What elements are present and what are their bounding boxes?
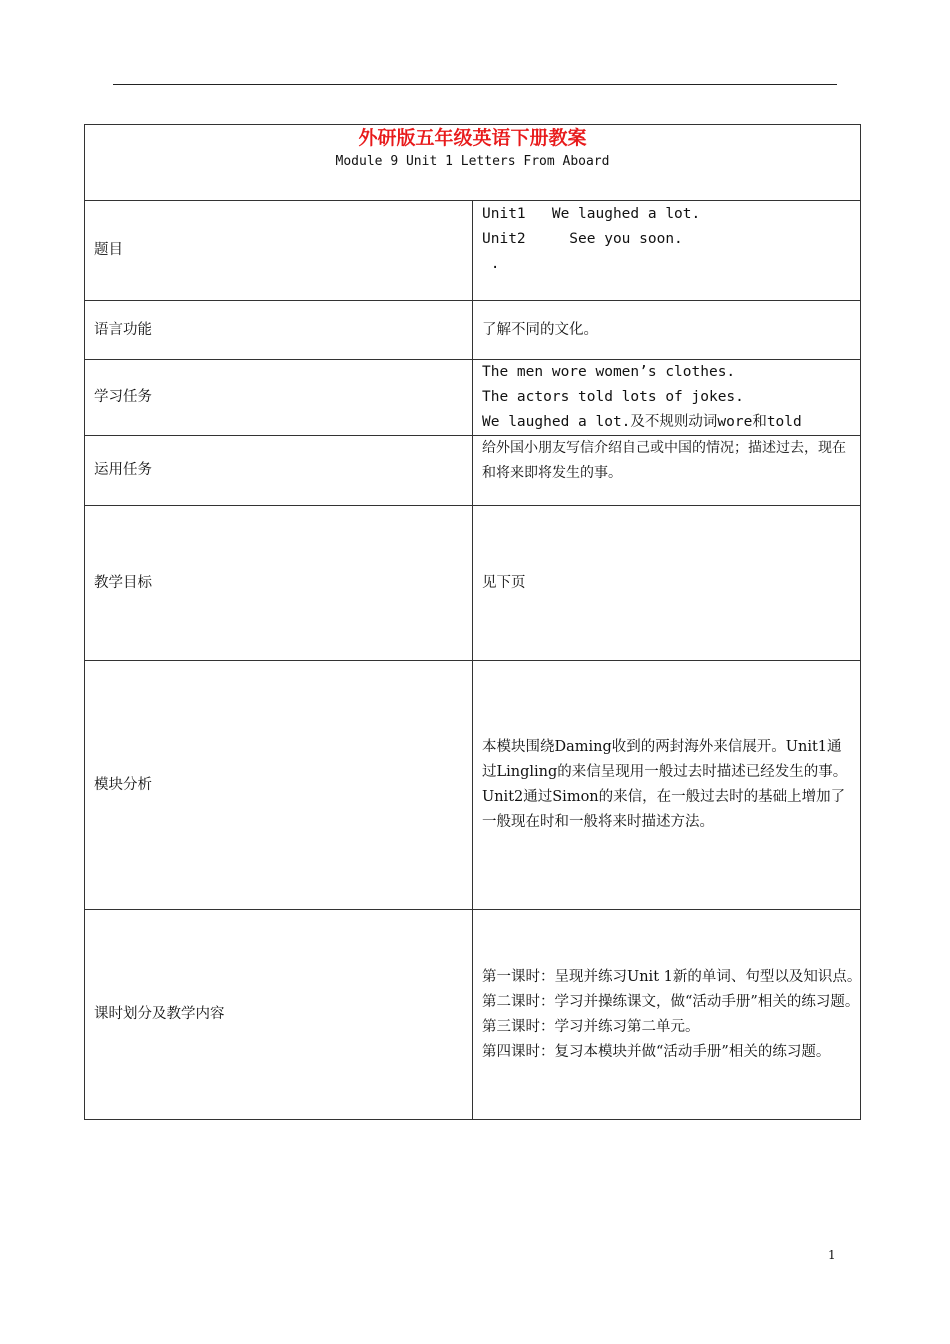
learning-tasks-row: [85, 360, 861, 436]
page-number: 1: [828, 1248, 836, 1262]
learning-tasks-content: [473, 360, 861, 436]
learning-task-line: The men wore women’s clothes.: [482, 364, 736, 380]
header-rule: [113, 84, 837, 85]
language-function-content: 了解不同的文化。: [473, 301, 861, 360]
application-tasks-row: [85, 436, 861, 506]
language-function-label: 语言功能: [85, 301, 473, 360]
lesson-plan-table: [84, 124, 861, 1120]
language-function-row: [85, 301, 861, 360]
lesson-line: 第二课时：学习并操练课文，做“活动手册”相关的练习题。: [482, 993, 860, 1010]
application-tasks-label: 运用任务: [85, 436, 473, 506]
topic-label: 题目: [85, 201, 473, 301]
topic-row: [85, 201, 861, 301]
document-subtitle: Module 9 Unit 1 Letters From Aboard: [335, 154, 610, 169]
teaching-goals-label: 教学目标: [85, 506, 473, 661]
topic-line: .: [482, 256, 500, 272]
lesson-division-label: 课时划分及教学内容: [85, 910, 473, 1120]
lesson-line: 第三课时：学习并练习第二单元。: [482, 1018, 700, 1035]
title-row: [85, 125, 861, 201]
document-title: 外研版五年级英语下册教案: [358, 127, 587, 149]
teaching-goals-content: 见下页: [473, 506, 861, 661]
learning-task-line: We laughed a lot.及不规则动词wore和told: [482, 414, 802, 430]
lesson-division-content: [473, 910, 861, 1120]
lesson-division-row: [85, 910, 861, 1120]
lesson-line: 第四课时：复习本模块并做“活动手册”相关的练习题。: [482, 1043, 831, 1060]
module-analysis-label: 模块分析: [85, 661, 473, 910]
teaching-goals-row: [85, 506, 861, 661]
lesson-line: 第一课时：呈现并练习Unit 1新的单词、句型以及知识点。: [482, 968, 862, 985]
learning-tasks-label: 学习任务: [85, 360, 473, 436]
module-analysis-row: [85, 661, 861, 910]
learning-task-line: The actors told lots of jokes.: [482, 389, 744, 405]
title-cell: [85, 125, 861, 201]
application-tasks-content: 给外国小朋友写信介绍自己或中国的情况；描述过去，现在和将来即将发生的事。: [473, 436, 861, 506]
topic-line: Unit2 See you soon.: [482, 231, 683, 247]
topic-line: Unit1 We laughed a lot.: [482, 206, 701, 222]
topic-content: [473, 201, 861, 301]
module-analysis-content: 本模块围绕Daming收到的两封海外来信展开。Unit1通过Lingling的来信呈现用一般过去时描述已经发生的事。Unit2通过Simon的来信，在一般过去时的基础上增加了一般现在时和一般将来时描述方法。: [473, 661, 861, 910]
